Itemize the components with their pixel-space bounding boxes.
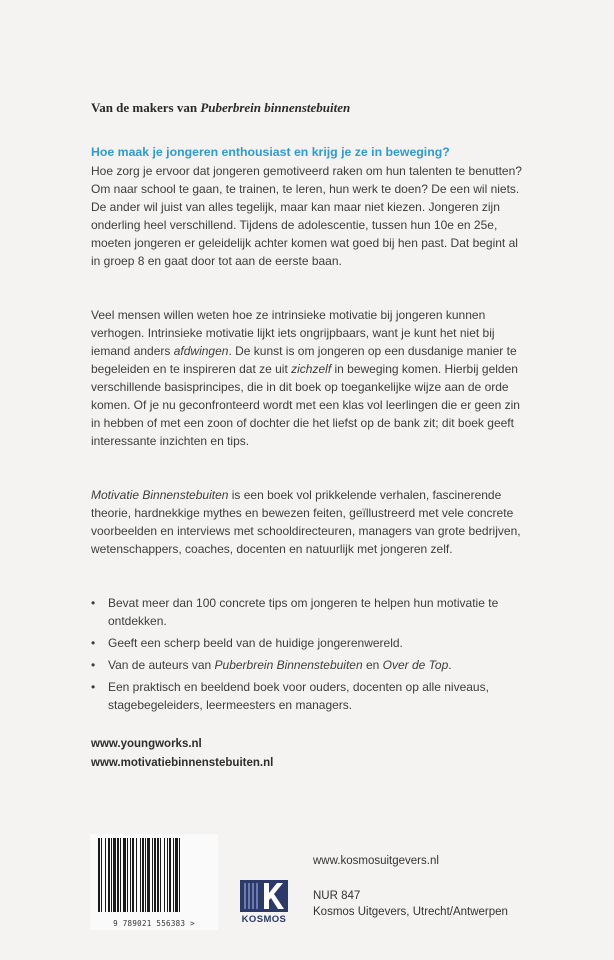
book-title-italic: Over de Top (382, 658, 449, 672)
barcode-bar (113, 838, 116, 912)
kosmos-k-logo-icon (234, 878, 294, 914)
text-fragment: begeleiden en te inspireren dat ze uit (91, 362, 292, 376)
emphasis-text: afdwingen (173, 344, 229, 358)
motivatie-site-link[interactable]: www.motivatiebinnenstebuiten.nl (91, 757, 274, 769)
paragraph-3 (91, 486, 531, 558)
barcode-bar (173, 838, 174, 912)
publisher-website[interactable]: www.kosmosuitgevers.nl (313, 855, 439, 867)
paragraph-1 (91, 162, 531, 270)
book-title-italic: Motivatie Binnenstebuiten (91, 488, 229, 502)
kosmos-logo (234, 878, 294, 924)
paragraph-line (91, 486, 531, 504)
feature-bullet-list (91, 594, 541, 718)
bullet-item (91, 594, 541, 630)
isbn-barcode (90, 834, 218, 930)
barcode-bar (142, 838, 144, 912)
barcode-bars (90, 834, 218, 916)
paragraph-line: voorbeelden en interviews met schooldirecteuren, managers van grote bedrijven, (91, 524, 521, 538)
bullet-line: Geeft een scherp beeld van de huidige jongerenwereld. (108, 636, 403, 650)
paragraph-line: De ander wil juist van alles tegelijk, maar kan maar niet kiezen. Jongeren zijn (91, 200, 500, 214)
barcode-bar (145, 838, 146, 912)
bullet-item (91, 634, 541, 652)
barcode-bar (111, 838, 112, 912)
barcode-bar (167, 838, 168, 912)
bullet-line: ontdekken. (108, 614, 167, 628)
bullet-marker: • (91, 636, 96, 650)
youngworks-link[interactable]: www.youngworks.nl (91, 738, 202, 750)
barcode-bar (132, 838, 134, 912)
barcode-bar (164, 838, 165, 912)
paragraph-line: in hebben of met een zoon of dochter die het liefst op de bank zit; dit boek geeft (91, 416, 514, 430)
text-fragment: in beweging komen. Hierbij gelden (331, 362, 518, 376)
barcode-bar (175, 838, 178, 912)
bullet-item (91, 678, 541, 714)
bullet-line (108, 656, 541, 674)
barcode-bar (157, 838, 159, 912)
spacer (313, 869, 508, 888)
barcode-bar (98, 838, 100, 912)
barcode-bar (179, 838, 180, 912)
barcode-bar (154, 838, 156, 912)
barcode-bar (127, 838, 128, 912)
paragraph-line: theorie, hardnekkige mythes en bewezen feiten, geïllustreerd met vele concrete (91, 506, 514, 520)
barcode-bar (152, 838, 153, 912)
barcode-bar (117, 838, 119, 912)
paragraph-line: onderling heel verschillend. Tijdens de adolescentie, tussen hun 10e en 25e, (91, 218, 498, 232)
header-prefix: Van de makers van (91, 100, 201, 115)
paragraph-line: interessante inzichten en tips. (91, 434, 250, 448)
publisher-name: Kosmos Uitgevers, Utrecht/Antwerpen (313, 906, 508, 918)
barcode-bar (130, 838, 131, 912)
barcode-bar (120, 838, 121, 912)
bullet-marker: • (91, 596, 96, 610)
paragraph-line: komen. Of je nu geconfronteerd wordt met een klas vol leerlingen die er geen zin (91, 398, 520, 412)
bullet-line: Een praktisch en beeldend boek voor ouders, docenten op alle niveaus, (108, 680, 489, 694)
barcode-bar (140, 838, 141, 912)
paragraph-line: Veel mensen willen weten hoe ze intrinsieke motivatie bij jongeren kunnen (91, 308, 486, 322)
nur-code: NUR 847 (313, 890, 361, 902)
bullet-item (91, 656, 541, 674)
emphasis-text: zichzelf (291, 362, 332, 376)
text-fragment: en (362, 658, 383, 672)
barcode-digits: 9 789021 556383 > (113, 919, 195, 928)
barcode-bar (136, 838, 137, 912)
barcode-bar (160, 838, 161, 912)
barcode-bar (147, 838, 150, 912)
website-links (91, 735, 273, 773)
bullet-line: Bevat meer dan 100 concrete tips om jongeren te helpen hun motivatie te (108, 596, 499, 610)
paragraph-2 (91, 306, 531, 450)
header-line (91, 100, 350, 116)
paragraph-line: moeten jongeren er geleidelijk achter komen wat goed bij hen past. Dat begint al (91, 236, 518, 250)
publisher-info (313, 853, 508, 920)
text-fragment: iemand anders (91, 344, 174, 358)
bullet-line: stagebegeleiders, leermeesters en managers. (108, 698, 353, 712)
paragraph-line: verschillende basisprincipes, die in dit boek op toegankelijke wijze aan de orde (91, 380, 509, 394)
header-book-title: Puberbrein binnenstebuiten (200, 100, 351, 115)
barcode-bar (169, 838, 171, 912)
paragraph-line (91, 360, 531, 378)
tagline: Hoe maak je jongeren enthousiast en krijg je ze in beweging? (91, 145, 450, 159)
paragraph-line: wetenschappers, coaches, docenten en natuurlijk met jongeren zelf. (91, 542, 453, 556)
bullet-marker: • (91, 658, 96, 672)
paragraph-line: in groep 8 en gaat door tot aan de eerste baan. (91, 254, 342, 268)
book-title-italic: Puberbrein Binnenstebuiten (214, 658, 363, 672)
bullet-marker: • (91, 680, 96, 694)
barcode-bar (108, 838, 110, 912)
paragraph-line: Hoe zorg je ervoor dat jongeren gemotiveerd raken om hun talenten te benutten? (91, 164, 522, 178)
paragraph-line: Om naar school te gaan, te trainen, te leren, hun werk te doen? De een wil niets. (91, 182, 520, 196)
barcode-bar (101, 838, 102, 912)
text-fragment: . De kunst is om jongeren op een dusdanige manier te (228, 344, 517, 358)
barcode-bar (123, 838, 126, 912)
paragraph-line (91, 342, 531, 360)
logo-wordmark: KOSMOS (241, 914, 287, 925)
text-fragment: is een boek vol prikkelende verhalen, fascinerende (228, 488, 502, 502)
barcode-bar (105, 838, 106, 912)
text-fragment: Van de auteurs van (108, 658, 215, 672)
text-fragment: . (448, 658, 452, 672)
paragraph-line: verhogen. Intrinsieke motivatie lijkt iets ongrijpbaars, want je kunt het niet bij (91, 326, 495, 340)
